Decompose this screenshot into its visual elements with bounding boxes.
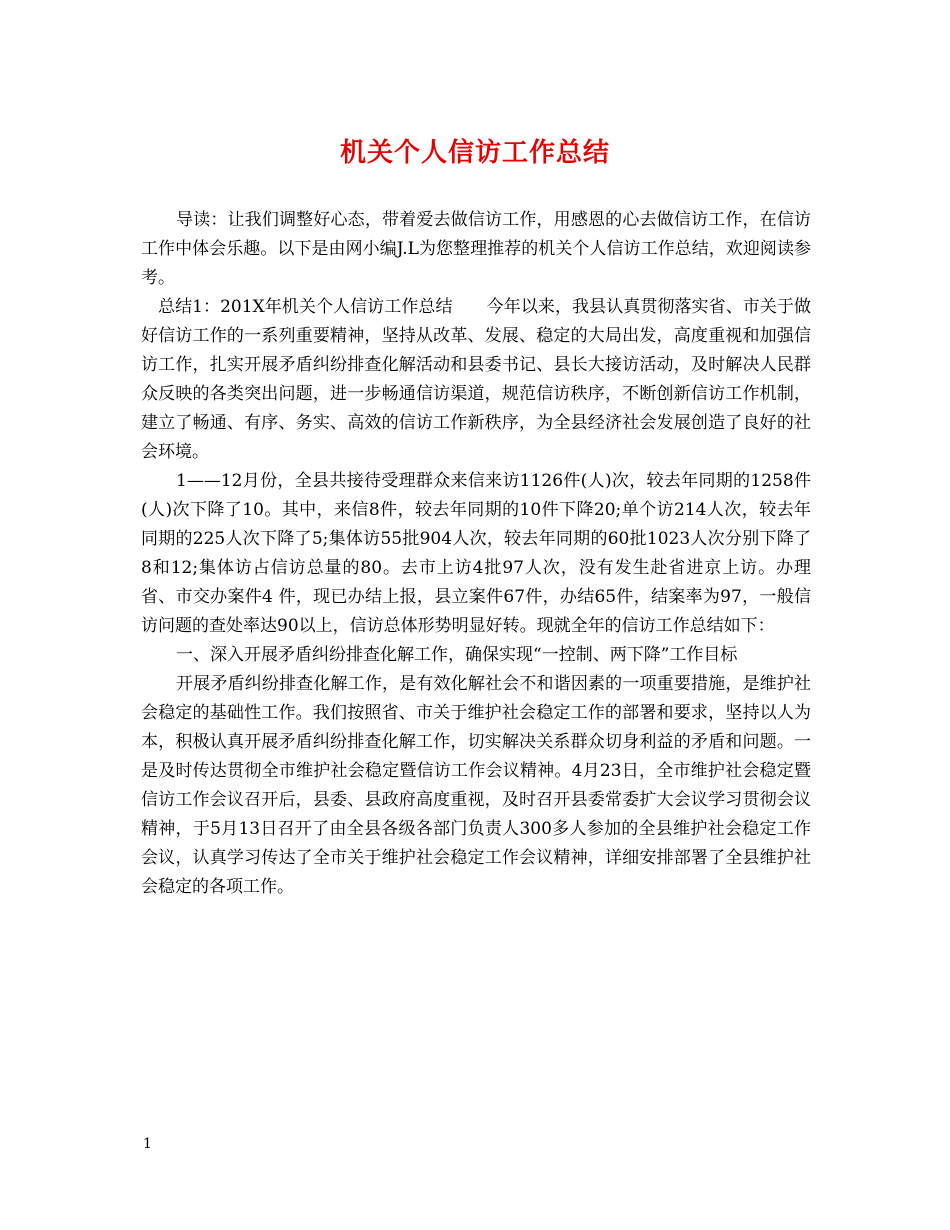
paragraph-statistics: 1——12月份，全县共接待受理群众来信来访1126件(人)次，较去年同期的1258件(人)次下降了10。其中，来信8件，较去年同期的10件下降20;单个访214人次，较去年同期的225人次下降了5;集体访55批904人次，较去年同期的60批1023人次分别下降了8和12;集体访占信访总量的80。去市上访4批97人次，没有发生赴省进京上访。办理省、市交办案件4 件，现已办结上报，县立案件67件，办结65件，结案率为97，一般信访问题的查处率达90以上，信访总体形势明显好转。现就全年的信访工作总结如下： — [141, 471, 811, 636]
document-title: 机关个人信访工作总结 — [339, 138, 610, 168]
document-body — [141, 206, 811, 902]
section-heading-1: 一、深入开展矛盾纠纷排查化解工作，确保实现“一控制、两下降”工作目标 — [176, 645, 738, 665]
paragraph-section-1: 开展矛盾纠纷排查化解工作，是有效化解社会不和谐因素的一项重要措施，是维护社会稳定的基础性工作。我们按照省、市关于维护社会稳定工作的部署和要求，坚持以人为本，积极认真开展矛盾纠纷排查化解工作，切实解决关系群众切身利益的矛盾和问题。一是及时传达贯彻全市维护社会稳定暨信访工作会议精神。4月23日，全市维护社会稳定暨信访工作会议召开后，县委、县政府高度重视，及时召开县委常委扩大会议学习贯彻会议精神，于5月13日召开了由全县各级各部门负责人300多人参加的全县维护社会稳定工作会议，认真学习传达了全市关于维护社会稳定工作会议精神，详细安排部署了全县维护社会稳定的各项工作。 — [141, 674, 811, 897]
paragraph-summary-1: 总结1：201X年机关个人信访工作总结 今年以来，我县认真贯彻落实省、市关于做好信访工作的一系列重要精神，坚持从改革、发展、稳定的大局出发，高度重视和加强信访工作，扎实开展矛盾纠纷排查化解活动和县委书记、县长大接访活动，及时解决人民群众反映的各类突出问题，进一步畅通信访渠道，规范信访秩序，不断创新信访工作机制，建立了畅通、有序、务实、高效的信访工作新秩序，为全县经济社会发展创造了良好的社会环境。 — [141, 297, 811, 462]
page-number: 1 — [143, 1136, 152, 1152]
paragraph-intro: 导读：让我们调整好心态，带着爱去做信访工作，用感恩的心去做信访工作，在信访工作中体会乐趣。以下是由网小编J.L为您整理推荐的机关个人信访工作总结，欢迎阅读参考。 — [141, 210, 811, 288]
